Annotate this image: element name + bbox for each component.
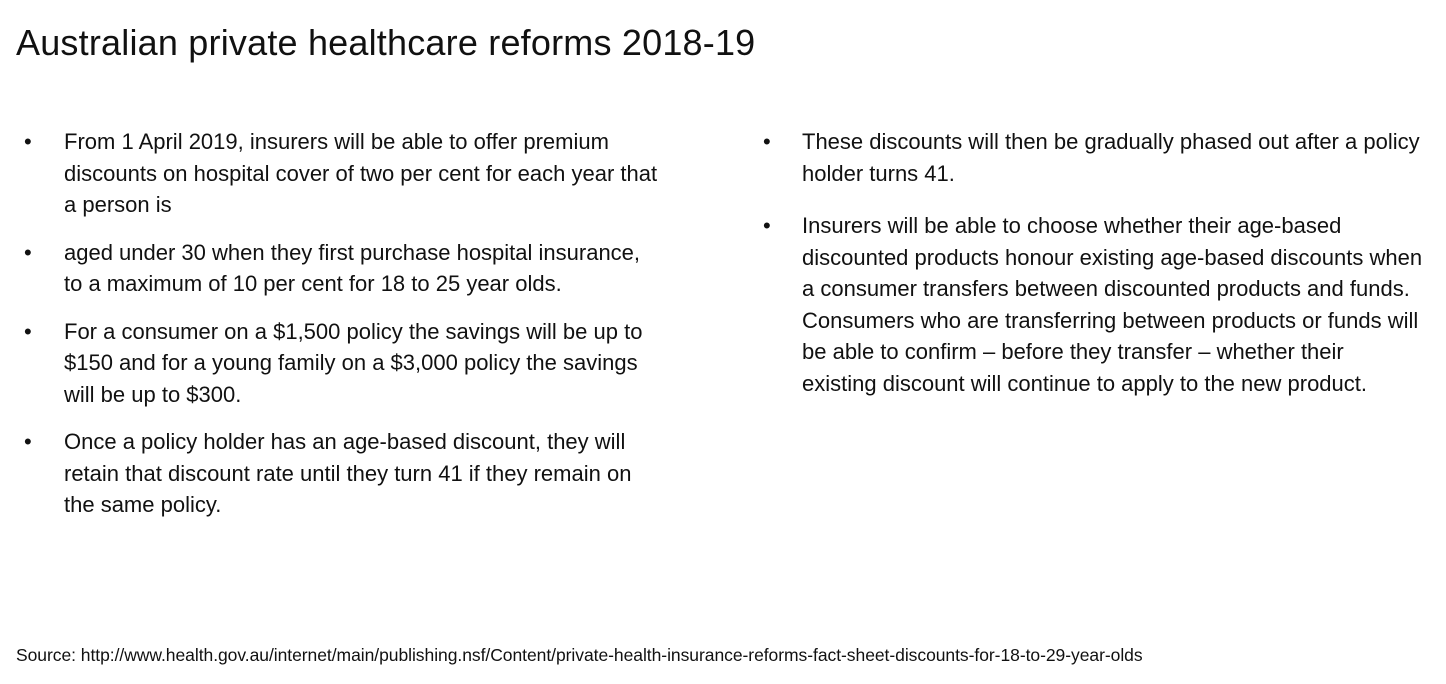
bullet-item [24, 426, 664, 521]
source-citation: Source: http://www.health.gov.au/internet/main/publishing.nsf/Content/private-health-insurance-reforms-fact-sheet-discounts-for-18-to-29-year-olds [16, 645, 1143, 665]
bullet-item [763, 126, 1423, 189]
bullet-item [763, 210, 1423, 399]
bullet-icon: • [24, 318, 32, 344]
bullet-icon: • [763, 213, 771, 238]
bullet-icon: • [24, 239, 32, 265]
bullet-text: Once a policy holder has an age-based discount, they will retain that discount rate until they turn 41 if they remain on the same policy. [64, 429, 632, 517]
bullet-text: Insurers will be able to choose whether their age-based discounted products honour existing age-based discounts when a consumer transfers between discounted products and funds. Consumers who are transferring between products or funds will be able to confirm – before they transfer – whether their existing discount will continue to apply to the new product. [802, 213, 1423, 396]
bullet-item [24, 237, 664, 300]
bullet-item [24, 316, 664, 411]
bullet-item [24, 126, 664, 221]
bullet-icon: • [24, 129, 32, 154]
bullet-text: These discounts will then be gradually phased out after a policy holder turns 41. [802, 129, 1420, 186]
bullet-icon: • [24, 429, 32, 454]
page-title: Australian private healthcare reforms 2018-19 [16, 22, 756, 63]
bullet-text: For a consumer on a $1,500 policy the savings will be up to $150 and for a young family on a $3,000 policy the savings will be up to $300. [64, 318, 643, 407]
right-bullet-list [763, 126, 1423, 420]
bullet-icon: • [763, 129, 771, 154]
left-bullet-list [24, 126, 664, 537]
bullet-text: From 1 April 2019, insurers will be able to offer premium discounts on hospital cover of two per cent for each year that a person is [64, 129, 658, 217]
bullet-text: aged under 30 when they first purchase hospital insurance, to a maximum of 10 per cent for 18 to 25 year olds. [64, 239, 641, 296]
